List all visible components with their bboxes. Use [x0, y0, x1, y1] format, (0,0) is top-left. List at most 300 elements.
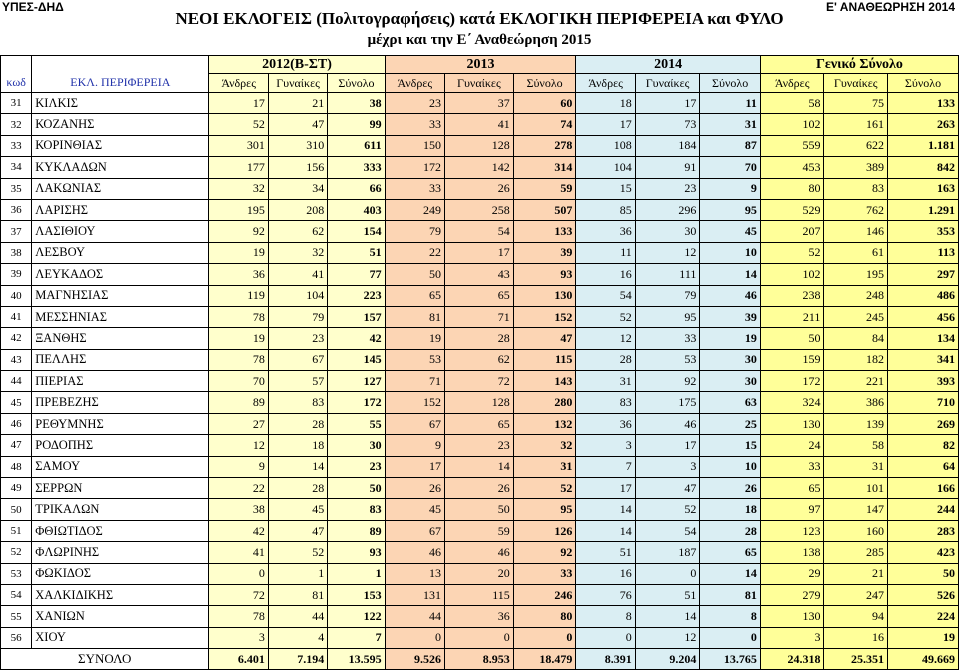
value-cell: 80	[760, 178, 824, 199]
total-value-cell: 8.391	[576, 649, 635, 670]
value-cell: 3	[209, 627, 268, 648]
value-cell: 17	[385, 456, 444, 477]
value-cell: 301	[209, 135, 268, 156]
sub-header-total: Σύνολο	[328, 74, 385, 93]
voters-table	[0, 55, 959, 670]
value-cell: 403	[328, 199, 385, 220]
value-cell: 310	[268, 135, 327, 156]
value-cell: 279	[760, 584, 824, 605]
group-header-2013: 2013	[385, 56, 576, 74]
value-cell: 115	[513, 349, 576, 370]
value-cell: 52	[268, 542, 327, 563]
region-name: ΦΛΩΡΙΝΗΣ	[32, 542, 209, 563]
total-value-cell: 13.595	[328, 649, 385, 670]
value-cell: 138	[760, 542, 824, 563]
value-cell: 133	[513, 221, 576, 242]
total-value-cell: 9.526	[385, 649, 444, 670]
value-cell: 83	[824, 178, 888, 199]
value-cell: 83	[268, 392, 327, 413]
value-cell: 269	[888, 413, 959, 434]
value-cell: 78	[209, 606, 268, 627]
code-header: κωδ	[1, 74, 32, 93]
value-cell: 130	[513, 285, 576, 306]
value-cell: 52	[760, 242, 824, 263]
value-cell: 3	[635, 456, 700, 477]
table-row	[1, 584, 959, 605]
value-cell: 53	[635, 349, 700, 370]
value-cell: 46	[385, 542, 444, 563]
sub-header-men: Άνδρες	[385, 74, 444, 93]
value-cell: 54	[635, 520, 700, 541]
value-cell: 152	[385, 392, 444, 413]
table-row	[1, 306, 959, 327]
value-cell: 223	[328, 285, 385, 306]
value-cell: 145	[328, 349, 385, 370]
value-cell: 211	[760, 306, 824, 327]
sub-header-women: Γυναίκες	[268, 74, 327, 93]
value-cell: 46	[635, 413, 700, 434]
region-code: 33	[1, 135, 32, 156]
page-title: ΝΕΟΙ ΕΚΛΟΓΕΙΣ (Πολιτογραφήσεις) κατά ΕΚΛΟΓΙΚΗ ΠΕΡΙΦΕΡΕΙΑ και ΦΥΛΟ	[175, 9, 784, 28]
total-value-cell: 18.479	[513, 649, 576, 670]
value-cell: 67	[385, 520, 444, 541]
value-cell: 28	[700, 520, 760, 541]
value-cell: 16	[576, 264, 635, 285]
value-cell: 31	[824, 456, 888, 477]
value-cell: 559	[760, 135, 824, 156]
page-subtitle: μέχρι και την Ε΄ Αναθεώρηση 2015	[367, 32, 592, 48]
value-cell: 71	[445, 306, 514, 327]
value-cell: 208	[268, 199, 327, 220]
value-cell: 842	[888, 157, 959, 178]
value-cell: 14	[576, 520, 635, 541]
value-cell: 10	[700, 242, 760, 263]
value-cell: 154	[328, 221, 385, 242]
value-cell: 50	[385, 264, 444, 285]
value-cell: 63	[700, 392, 760, 413]
value-cell: 12	[635, 627, 700, 648]
region-code: 44	[1, 371, 32, 392]
group-header-2014: 2014	[576, 56, 761, 74]
region-name: ΛΑΚΩΝΙΑΣ	[32, 178, 209, 199]
value-cell: 1.291	[888, 199, 959, 220]
value-cell: 41	[445, 114, 514, 135]
value-cell: 26	[445, 478, 514, 499]
value-cell: 85	[576, 199, 635, 220]
table-row	[1, 542, 959, 563]
value-cell: 18	[700, 499, 760, 520]
value-cell: 28	[268, 413, 327, 434]
value-cell: 92	[209, 221, 268, 242]
region-code: 41	[1, 306, 32, 327]
value-cell: 172	[385, 157, 444, 178]
value-cell: 128	[445, 392, 514, 413]
value-cell: 30	[700, 349, 760, 370]
value-cell: 130	[760, 413, 824, 434]
table-row	[1, 114, 959, 135]
value-cell: 38	[328, 93, 385, 114]
value-cell: 62	[445, 349, 514, 370]
value-cell: 81	[385, 306, 444, 327]
table-row	[1, 242, 959, 263]
region-code: 46	[1, 413, 32, 434]
value-cell: 15	[700, 435, 760, 456]
value-cell: 78	[209, 349, 268, 370]
value-cell: 81	[268, 584, 327, 605]
header-row-sub	[1, 74, 959, 93]
value-cell: 78	[209, 306, 268, 327]
value-cell: 24	[760, 435, 824, 456]
value-cell: 65	[700, 542, 760, 563]
table-row	[1, 328, 959, 349]
value-cell: 47	[268, 114, 327, 135]
value-cell: 622	[824, 135, 888, 156]
value-cell: 611	[328, 135, 385, 156]
value-cell: 42	[328, 328, 385, 349]
value-cell: 58	[824, 435, 888, 456]
value-cell: 529	[760, 199, 824, 220]
region-code: 38	[1, 242, 32, 263]
value-cell: 17	[576, 478, 635, 499]
value-cell: 73	[635, 114, 700, 135]
value-cell: 108	[576, 135, 635, 156]
value-cell: 51	[635, 584, 700, 605]
total-value-cell: 25.351	[824, 649, 888, 670]
region-name: ΦΩΚΙΔΟΣ	[32, 563, 209, 584]
region-code: 45	[1, 392, 32, 413]
value-cell: 31	[513, 456, 576, 477]
value-cell: 39	[700, 306, 760, 327]
value-cell: 52	[513, 478, 576, 499]
region-code: 47	[1, 435, 32, 456]
value-cell: 104	[576, 157, 635, 178]
value-cell: 119	[209, 285, 268, 306]
region-code: 35	[1, 178, 32, 199]
value-cell: 26	[700, 478, 760, 499]
group-header-total: Γενικό Σύνολο	[760, 56, 958, 74]
value-cell: 12	[209, 435, 268, 456]
value-cell: 195	[824, 264, 888, 285]
table-row	[1, 285, 959, 306]
value-cell: 34	[268, 178, 327, 199]
value-cell: 244	[888, 499, 959, 520]
value-cell: 150	[385, 135, 444, 156]
value-cell: 50	[760, 328, 824, 349]
value-cell: 62	[268, 221, 327, 242]
total-value-cell: 9.204	[635, 649, 700, 670]
value-cell: 102	[760, 114, 824, 135]
value-cell: 456	[888, 306, 959, 327]
value-cell: 95	[513, 499, 576, 520]
value-cell: 147	[824, 499, 888, 520]
value-cell: 47	[513, 328, 576, 349]
value-cell: 67	[268, 349, 327, 370]
table-row	[1, 627, 959, 648]
value-cell: 70	[700, 157, 760, 178]
value-cell: 89	[209, 392, 268, 413]
region-name: ΛΑΡΙΣΗΣ	[32, 199, 209, 220]
value-cell: 64	[888, 456, 959, 477]
region-name: ΣΑΜΟΥ	[32, 456, 209, 477]
value-cell: 42	[209, 520, 268, 541]
sub-header-women: Γυναίκες	[824, 74, 888, 93]
region-name: ΞΑΝΘΗΣ	[32, 328, 209, 349]
region-name: ΜΕΣΣΗΝΙΑΣ	[32, 306, 209, 327]
value-cell: 123	[760, 520, 824, 541]
value-cell: 79	[635, 285, 700, 306]
value-cell: 353	[888, 221, 959, 242]
region-code: 40	[1, 285, 32, 306]
value-cell: 12	[635, 242, 700, 263]
value-cell: 22	[385, 242, 444, 263]
region-code: 51	[1, 520, 32, 541]
value-cell: 0	[385, 627, 444, 648]
total-value-cell: 8.953	[445, 649, 514, 670]
value-cell: 46	[445, 542, 514, 563]
value-cell: 245	[824, 306, 888, 327]
region-name: ΤΡΙΚΑΛΩΝ	[32, 499, 209, 520]
value-cell: 249	[385, 199, 444, 220]
value-cell: 74	[513, 114, 576, 135]
value-cell: 26	[445, 178, 514, 199]
table-row	[1, 413, 959, 434]
value-cell: 1	[268, 563, 327, 584]
table-row	[1, 606, 959, 627]
value-cell: 15	[576, 178, 635, 199]
region-code: 39	[1, 264, 32, 285]
value-cell: 21	[824, 563, 888, 584]
region-name: ΚΙΛΚΙΣ	[32, 93, 209, 114]
value-cell: 152	[513, 306, 576, 327]
value-cell: 133	[888, 93, 959, 114]
value-cell: 17	[209, 93, 268, 114]
region-name: ΧΑΝΙΩΝ	[32, 606, 209, 627]
value-cell: 91	[635, 157, 700, 178]
value-cell: 61	[824, 242, 888, 263]
total-value-cell: 7.194	[268, 649, 327, 670]
value-cell: 17	[445, 242, 514, 263]
value-cell: 296	[635, 199, 700, 220]
table-row	[1, 435, 959, 456]
value-cell: 11	[576, 242, 635, 263]
value-cell: 65	[385, 285, 444, 306]
value-cell: 31	[576, 371, 635, 392]
value-cell: 127	[328, 371, 385, 392]
table-row	[1, 135, 959, 156]
value-cell: 27	[209, 413, 268, 434]
value-cell: 52	[209, 114, 268, 135]
region-name: ΧΙΟΥ	[32, 627, 209, 648]
value-cell: 36	[209, 264, 268, 285]
value-cell: 80	[513, 606, 576, 627]
value-cell: 55	[328, 413, 385, 434]
value-cell: 710	[888, 392, 959, 413]
value-cell: 1.181	[888, 135, 959, 156]
table-row	[1, 93, 959, 114]
region-code: 37	[1, 221, 32, 242]
value-cell: 77	[328, 264, 385, 285]
value-cell: 453	[760, 157, 824, 178]
region-code: 36	[1, 199, 32, 220]
value-cell: 57	[268, 371, 327, 392]
value-cell: 72	[445, 371, 514, 392]
value-cell: 14	[700, 264, 760, 285]
region-name: ΣΕΡΡΩΝ	[32, 478, 209, 499]
region-code: 48	[1, 456, 32, 477]
value-cell: 3	[760, 627, 824, 648]
value-cell: 21	[268, 93, 327, 114]
table-row	[1, 563, 959, 584]
table-row	[1, 392, 959, 413]
value-cell: 507	[513, 199, 576, 220]
region-code: 53	[1, 563, 32, 584]
value-cell: 101	[824, 478, 888, 499]
value-cell: 187	[635, 542, 700, 563]
value-cell: 14	[445, 456, 514, 477]
table-body	[1, 93, 959, 670]
region-name: ΦΘΙΩΤΙΔΟΣ	[32, 520, 209, 541]
value-cell: 131	[385, 584, 444, 605]
value-cell: 33	[513, 563, 576, 584]
value-cell: 51	[576, 542, 635, 563]
value-cell: 9	[385, 435, 444, 456]
table-row	[1, 478, 959, 499]
value-cell: 182	[824, 349, 888, 370]
value-cell: 60	[513, 93, 576, 114]
value-cell: 26	[385, 478, 444, 499]
value-cell: 41	[268, 264, 327, 285]
value-cell: 19	[209, 328, 268, 349]
region-code: 42	[1, 328, 32, 349]
total-value-cell: 13.765	[700, 649, 760, 670]
region-code: 43	[1, 349, 32, 370]
header-row-years	[1, 56, 959, 74]
value-cell: 297	[888, 264, 959, 285]
value-cell: 28	[268, 478, 327, 499]
table-row	[1, 221, 959, 242]
value-cell: 32	[268, 242, 327, 263]
region-code: 31	[1, 93, 32, 114]
value-cell: 59	[513, 178, 576, 199]
value-cell: 166	[888, 478, 959, 499]
value-cell: 29	[760, 563, 824, 584]
value-cell: 33	[385, 178, 444, 199]
value-cell: 159	[760, 349, 824, 370]
value-cell: 71	[385, 371, 444, 392]
value-cell: 43	[445, 264, 514, 285]
value-cell: 283	[888, 520, 959, 541]
value-cell: 0	[209, 563, 268, 584]
value-cell: 45	[385, 499, 444, 520]
value-cell: 75	[824, 93, 888, 114]
value-cell: 130	[760, 606, 824, 627]
value-cell: 28	[445, 328, 514, 349]
value-cell: 762	[824, 199, 888, 220]
value-cell: 79	[268, 306, 327, 327]
region-code: 34	[1, 157, 32, 178]
value-cell: 18	[576, 93, 635, 114]
value-cell: 53	[385, 349, 444, 370]
value-cell: 0	[700, 627, 760, 648]
value-cell: 84	[824, 328, 888, 349]
value-cell: 102	[760, 264, 824, 285]
value-cell: 389	[824, 157, 888, 178]
value-cell: 30	[328, 435, 385, 456]
value-cell: 65	[445, 413, 514, 434]
value-cell: 82	[888, 435, 959, 456]
value-cell: 258	[445, 199, 514, 220]
value-cell: 72	[209, 584, 268, 605]
value-cell: 92	[635, 371, 700, 392]
value-cell: 19	[700, 328, 760, 349]
table-row	[1, 157, 959, 178]
value-cell: 0	[635, 563, 700, 584]
value-cell: 333	[328, 157, 385, 178]
value-cell: 30	[635, 221, 700, 242]
value-cell: 10	[700, 456, 760, 477]
revision-tag: Ε' ΑΝΑΘΕΩΡΗΣΗ 2014	[826, 0, 955, 14]
value-cell: 247	[824, 584, 888, 605]
value-cell: 314	[513, 157, 576, 178]
value-cell: 423	[888, 542, 959, 563]
value-cell: 23	[328, 456, 385, 477]
sub-header-men: Άνδρες	[209, 74, 268, 93]
sub-header-total: Σύνολο	[513, 74, 576, 93]
region-name: ΚΟΡΙΝΘΙΑΣ	[32, 135, 209, 156]
value-cell: 83	[328, 499, 385, 520]
region-header: ΕΚΛ. ΠΕΡΙΦΕΡΕΙΑ	[32, 74, 209, 93]
value-cell: 177	[209, 157, 268, 178]
value-cell: 8	[700, 606, 760, 627]
region-name: ΧΑΛΚΙΔΙΚΗΣ	[32, 584, 209, 605]
value-cell: 23	[635, 178, 700, 199]
value-cell: 115	[445, 584, 514, 605]
table-row	[1, 349, 959, 370]
value-cell: 33	[760, 456, 824, 477]
value-cell: 52	[576, 306, 635, 327]
value-cell: 12	[576, 328, 635, 349]
value-cell: 7	[576, 456, 635, 477]
table-row	[1, 178, 959, 199]
value-cell: 9	[209, 456, 268, 477]
value-cell: 11	[700, 93, 760, 114]
value-cell: 45	[268, 499, 327, 520]
value-cell: 14	[700, 563, 760, 584]
value-cell: 54	[445, 221, 514, 242]
table-row	[1, 520, 959, 541]
value-cell: 526	[888, 584, 959, 605]
value-cell: 99	[328, 114, 385, 135]
value-cell: 95	[635, 306, 700, 327]
region-name: ΛΕΣΒΟΥ	[32, 242, 209, 263]
value-cell: 47	[268, 520, 327, 541]
value-cell: 17	[635, 435, 700, 456]
region-name: ΠΕΛΛΗΣ	[32, 349, 209, 370]
region-name: ΠΡΕΒΕΖΗΣ	[32, 392, 209, 413]
value-cell: 31	[700, 114, 760, 135]
value-cell: 139	[824, 413, 888, 434]
value-cell: 23	[268, 328, 327, 349]
value-cell: 280	[513, 392, 576, 413]
value-cell: 45	[700, 221, 760, 242]
value-cell: 246	[513, 584, 576, 605]
value-cell: 81	[700, 584, 760, 605]
value-cell: 278	[513, 135, 576, 156]
value-cell: 65	[760, 478, 824, 499]
total-value-cell: 24.318	[760, 649, 824, 670]
value-cell: 33	[635, 328, 700, 349]
value-cell: 341	[888, 349, 959, 370]
